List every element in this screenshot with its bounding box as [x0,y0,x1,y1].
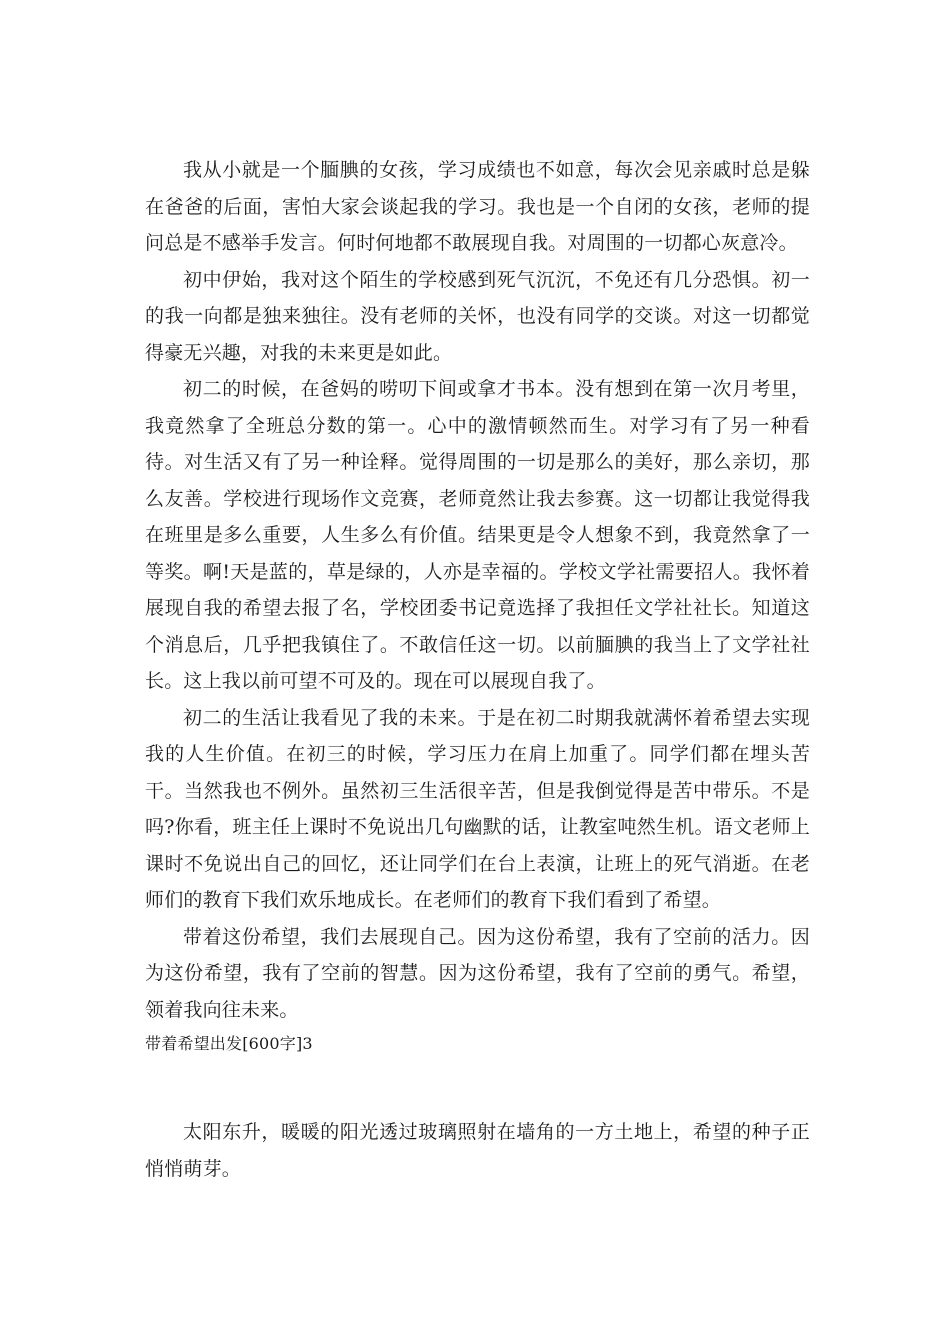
paragraph: 初二的生活让我看见了我的未来。于是在初二时期我就满怀着希望去实现我的人生价值。在初三的时候，学习压力在肩上加重了。同学们都在埋头苦干。当然我也不例外。虽然初三生活很辛苦，但是我倒觉得是苦中带乐。不是吗?你看，班主任上课时不免说出几句幽默的话，让教室吨然生机。语文老师上课时不免说出自己的回忆，还让同学们在台上表演，让班上的死气消逝。在老师们的教育下我们欢乐地成长。在老师们的教育下我们看到了希望。 [145,706,810,911]
document-body [145,152,810,1187]
paragraph: 带着这份希望，我们去展现自己。因为这份希望，我有了空前的活力。因为这份希望，我有了空前的智慧。因为这份希望，我有了空前的勇气。希望，领着我向往未来。 [145,925,810,1021]
paragraph: 初二的时候，在爸妈的唠叨下间或拿才书本。没有想到在第一次月考里，我竟然拿了全班总分数的第一。心中的激情顿然而生。对学习有了另一种看待。对生活又有了另一种诠释。觉得周围的一切是那么的美好，那么亲切，那么友善。学校进行现场作文竞赛，老师竟然让我去参赛。这一切都让我觉得我在班里是多么重要，人生多么有价值。结果更是令人想象不到，我竟然拿了一等奖。啊!天是蓝的，草是绿的，人亦是幸福的。学校文学社需要招人。我怀着展现自我的希望去报了名，学校团委书记竟选择了我担任文学社社长。知道这个消息后，几乎把我镇住了。不敢信任这一切。以前腼腆的我当上了文学社社长。这上我以前可望不可及的。现在可以展现自我了。 [145,378,810,692]
paragraph: 我从小就是一个腼腆的女孩，学习成绩也不如意，每次会见亲戚时总是躲在爸爸的后面，害怕大家会谈起我的学习。我也是一个自闭的女孩，老师的提问总是不感举手发言。何时何地都不敢展现自我。对周围的一切都心灰意冷。 [145,159,810,254]
paragraph: 太阳东升，暖暖的阳光透过玻璃照射在墙角的一方土地上，希望的种子正悄悄萌芽。 [145,1121,810,1180]
paragraph: 初中伊始，我对这个陌生的学校感到死气沉沉，不免还有几分恐惧。初一的我一向都是独来独往。没有老师的关怀，也没有同学的交谈。对这一切都觉得豪无兴趣，对我的未来更是如此。 [145,268,810,364]
spacer [145,1060,810,1114]
section-heading: 带着希望出发[600字]3 [145,1034,313,1053]
